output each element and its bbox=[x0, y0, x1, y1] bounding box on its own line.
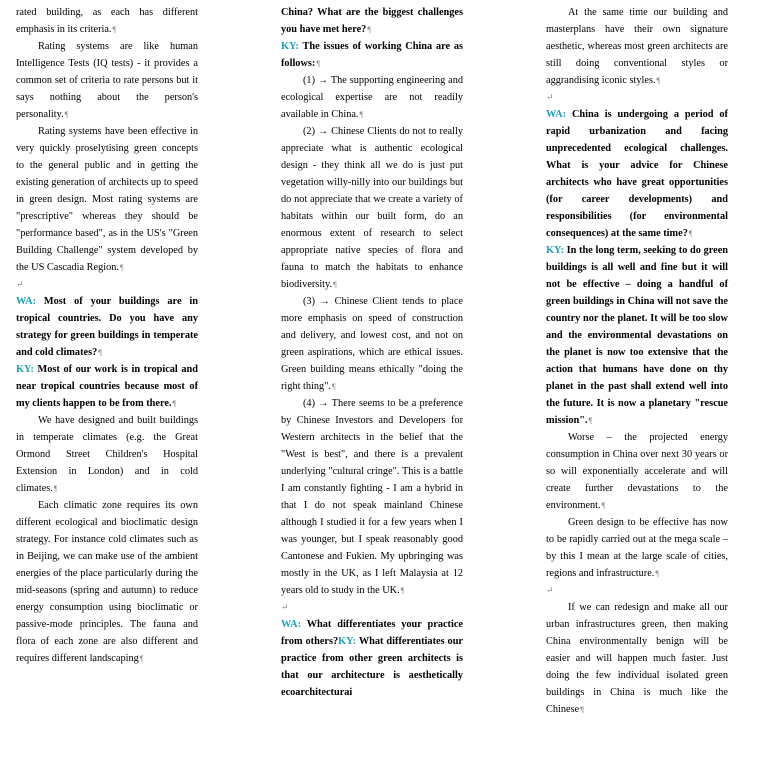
body-paragraph bbox=[281, 293, 463, 395]
paragraph-text: Rating systems have been effective in very quickly proselytising green concepts to the general public and in getting the existing generation of architects up to speed in green design. Most rating systems are "prescriptive" whereas they should be "performance based", as in the US's "Green Building Challenge" system developed by the US Cascadia Region. bbox=[16, 126, 198, 273]
body-paragraph bbox=[281, 72, 463, 123]
paragraph-text: rated building, as each has different emphasis in its criteria. bbox=[16, 7, 198, 35]
paragraph-text: (3) → Chinese Client tends to place more emphasis on speed of construction and delivery, and lowest cost, and not on green aspirations, which are ethical issues. Green building means ethically "doing the right thing". bbox=[281, 296, 463, 392]
paragraph-text: Green design to be effective has now to be rapidly carried out at the mega scale – by this I mean at the large scale of cities, regions and infrastructure. bbox=[546, 517, 728, 579]
paragraph-mark: ¶ bbox=[53, 484, 58, 493]
speaker-tag: KY: bbox=[546, 245, 564, 256]
return-mark: ↵ bbox=[16, 279, 24, 289]
interviewee-answer bbox=[546, 242, 728, 429]
body-paragraph bbox=[281, 395, 463, 599]
body-paragraph bbox=[546, 429, 728, 514]
paragraph-mark: ¶ bbox=[688, 229, 693, 238]
body-paragraph bbox=[16, 497, 198, 667]
body-paragraph bbox=[16, 38, 198, 123]
text-column-2 bbox=[281, 4, 463, 701]
return-mark: ↵ bbox=[546, 92, 554, 102]
paragraph-mark: ¶ bbox=[331, 382, 336, 391]
paragraph-text: Each climatic zone requires its own different ecological and bioclimatic design strategy. For instance cold climates such as in Beijing, we can make use of the ambient energies of the place particularly during the mid-seasons (spring and autumn) to reduce energy consumption using bioclimatic or passive-mode principles. The fauna and flora of each zone are also different and requires different landscaping bbox=[16, 500, 198, 664]
body-paragraph bbox=[546, 4, 728, 89]
body-paragraph bbox=[16, 4, 198, 38]
speaker-tag: KY: bbox=[338, 636, 357, 647]
question-text: China is undergoing a period of rapid urbanization and facing unprecedented ecological challenges. What is your advice for Chinese architects who have great opportunities (for career developments) and responsibilities (for environmental consequences) at the same time? bbox=[546, 109, 728, 239]
paragraph-mark: ¶ bbox=[112, 25, 117, 34]
paragraph-mark: ¶ bbox=[316, 59, 320, 68]
text-column-3 bbox=[546, 4, 728, 718]
paragraph-mark: ¶ bbox=[139, 654, 144, 663]
question-text: What differentiates your practice from others? bbox=[281, 619, 463, 647]
paragraph-mark: ¶ bbox=[359, 110, 364, 119]
paragraph-mark: ¶ bbox=[98, 348, 102, 357]
body-paragraph bbox=[281, 123, 463, 293]
paragraph-text: If we can redesign and make all our urban infrastructures green, then making China environmentally benign will be easier and will happen much faster. Just doing the few individual isolated green buildings in China is much like the Chinese bbox=[546, 602, 728, 715]
answer-lead-text: The issues of working China are as follows: bbox=[281, 41, 463, 69]
question-text: China? What are the biggest challenges you have met here? bbox=[281, 7, 463, 35]
paragraph-mark: ¶ bbox=[333, 280, 337, 289]
paragraph-text: At the same time our building and masterplans have their own signature aesthetic, whereas most green architects are still doing conventional styles or aggrandising iconic styles. bbox=[546, 7, 728, 86]
interviewer-question bbox=[281, 616, 463, 701]
speaker-tag: WA: bbox=[546, 109, 567, 120]
paragraph-mark: ¶ bbox=[656, 76, 661, 85]
body-paragraph bbox=[546, 514, 728, 582]
paragraph-text: (2) → Chinese Clients do not to really appreciate what is authentic ecological design - they think all we do is just put vegetation willy-nilly into our buildings but do not appreciate that we create a variety of habitats within our built form, do an enormous extent of research to select appropriate native species of flora and fauna to match the habitats to enhance biodiversity. bbox=[281, 126, 463, 290]
paragraph-text: Worse – the projected energy consumption in China over next 30 years or so will exponentially accelerate and will create further devastations to the environment. bbox=[546, 432, 728, 511]
paragraph-mark: ¶ bbox=[119, 263, 124, 272]
paragraph-text: Rating systems are like human Intelligence Tests (IQ tests) - it provides a common set of criteria to rate persons but it says nothing about the person's personality. bbox=[16, 41, 198, 120]
paragraph-mark: ¶ bbox=[588, 416, 593, 425]
paragraph-mark: ¶ bbox=[172, 399, 177, 408]
body-paragraph bbox=[546, 599, 728, 718]
question-text: Most of your buildings are in tropical countries. Do you have any strategy for green buildings in temperate and cold climates? bbox=[16, 296, 198, 358]
paragraph-text: We have designed and built buildings in temperate climates (e.g. the Great Ormond Street Children's Hospital Extension in London) and in cold climates. bbox=[16, 415, 198, 494]
return-mark: ↵ bbox=[281, 602, 289, 612]
text-column-1 bbox=[16, 4, 198, 667]
answer-lead-text: In the long term, seeking to do green buildings is all well and fine but it will not be effective – doing a handful of green buildings in China will not save the country nor the planet. It will be too slow and the environmental devastations on the planet is now too extensive that the action that humans have done on thy planet in the past shall extend well into the future. It is now a planetary "rescue mission". bbox=[546, 245, 728, 426]
paragraph-mark: ¶ bbox=[400, 586, 405, 595]
paragraph-mark: ¶ bbox=[580, 705, 584, 714]
return-mark: ↵ bbox=[546, 585, 554, 595]
body-paragraph bbox=[16, 123, 198, 276]
paragraph-mark: ¶ bbox=[601, 501, 606, 510]
paragraph-text: (4) → There seems to be a preference by Chinese Investors and Developers for Western architects in the belief that the "West is best", and there is a prevalent underlying "cultural cringe". This is a battle I am constantly fighting - I am a hybrid in that I do not speak mainland Chinese although I studied it for a few years when I was younger, but I speak reasonably good Cantonese and Fukien. My upbringing was mostly in the UK, as I left Malaysia at 12 years old to study in the UK. bbox=[281, 398, 463, 596]
paragraph-text: (1) → The supporting engineering and ecological expertise are not readily available in China. bbox=[281, 75, 463, 120]
interviewer-question bbox=[16, 293, 198, 361]
speaker-tag: KY: bbox=[16, 364, 34, 375]
interviewee-answer bbox=[281, 38, 463, 72]
question-continuation bbox=[281, 4, 463, 38]
interviewer-question bbox=[546, 106, 728, 242]
interviewee-answer bbox=[16, 361, 198, 412]
speaker-tag: KY: bbox=[281, 41, 299, 52]
answer-lead-text: Most of our work is in tropical and near tropical countries because most of my clients happen to be from there. bbox=[16, 364, 198, 409]
speaker-tag: WA: bbox=[16, 296, 37, 307]
speaker-tag: WA: bbox=[281, 619, 302, 630]
paragraph-mark: ¶ bbox=[367, 25, 371, 34]
paragraph-mark: ¶ bbox=[64, 110, 69, 119]
paragraph-mark: ¶ bbox=[655, 569, 659, 578]
answer-lead-text: What differentiates our practice from other green architects is that our architecture is aesthetically ecoarchitecturai bbox=[281, 636, 463, 698]
body-paragraph bbox=[16, 412, 198, 497]
